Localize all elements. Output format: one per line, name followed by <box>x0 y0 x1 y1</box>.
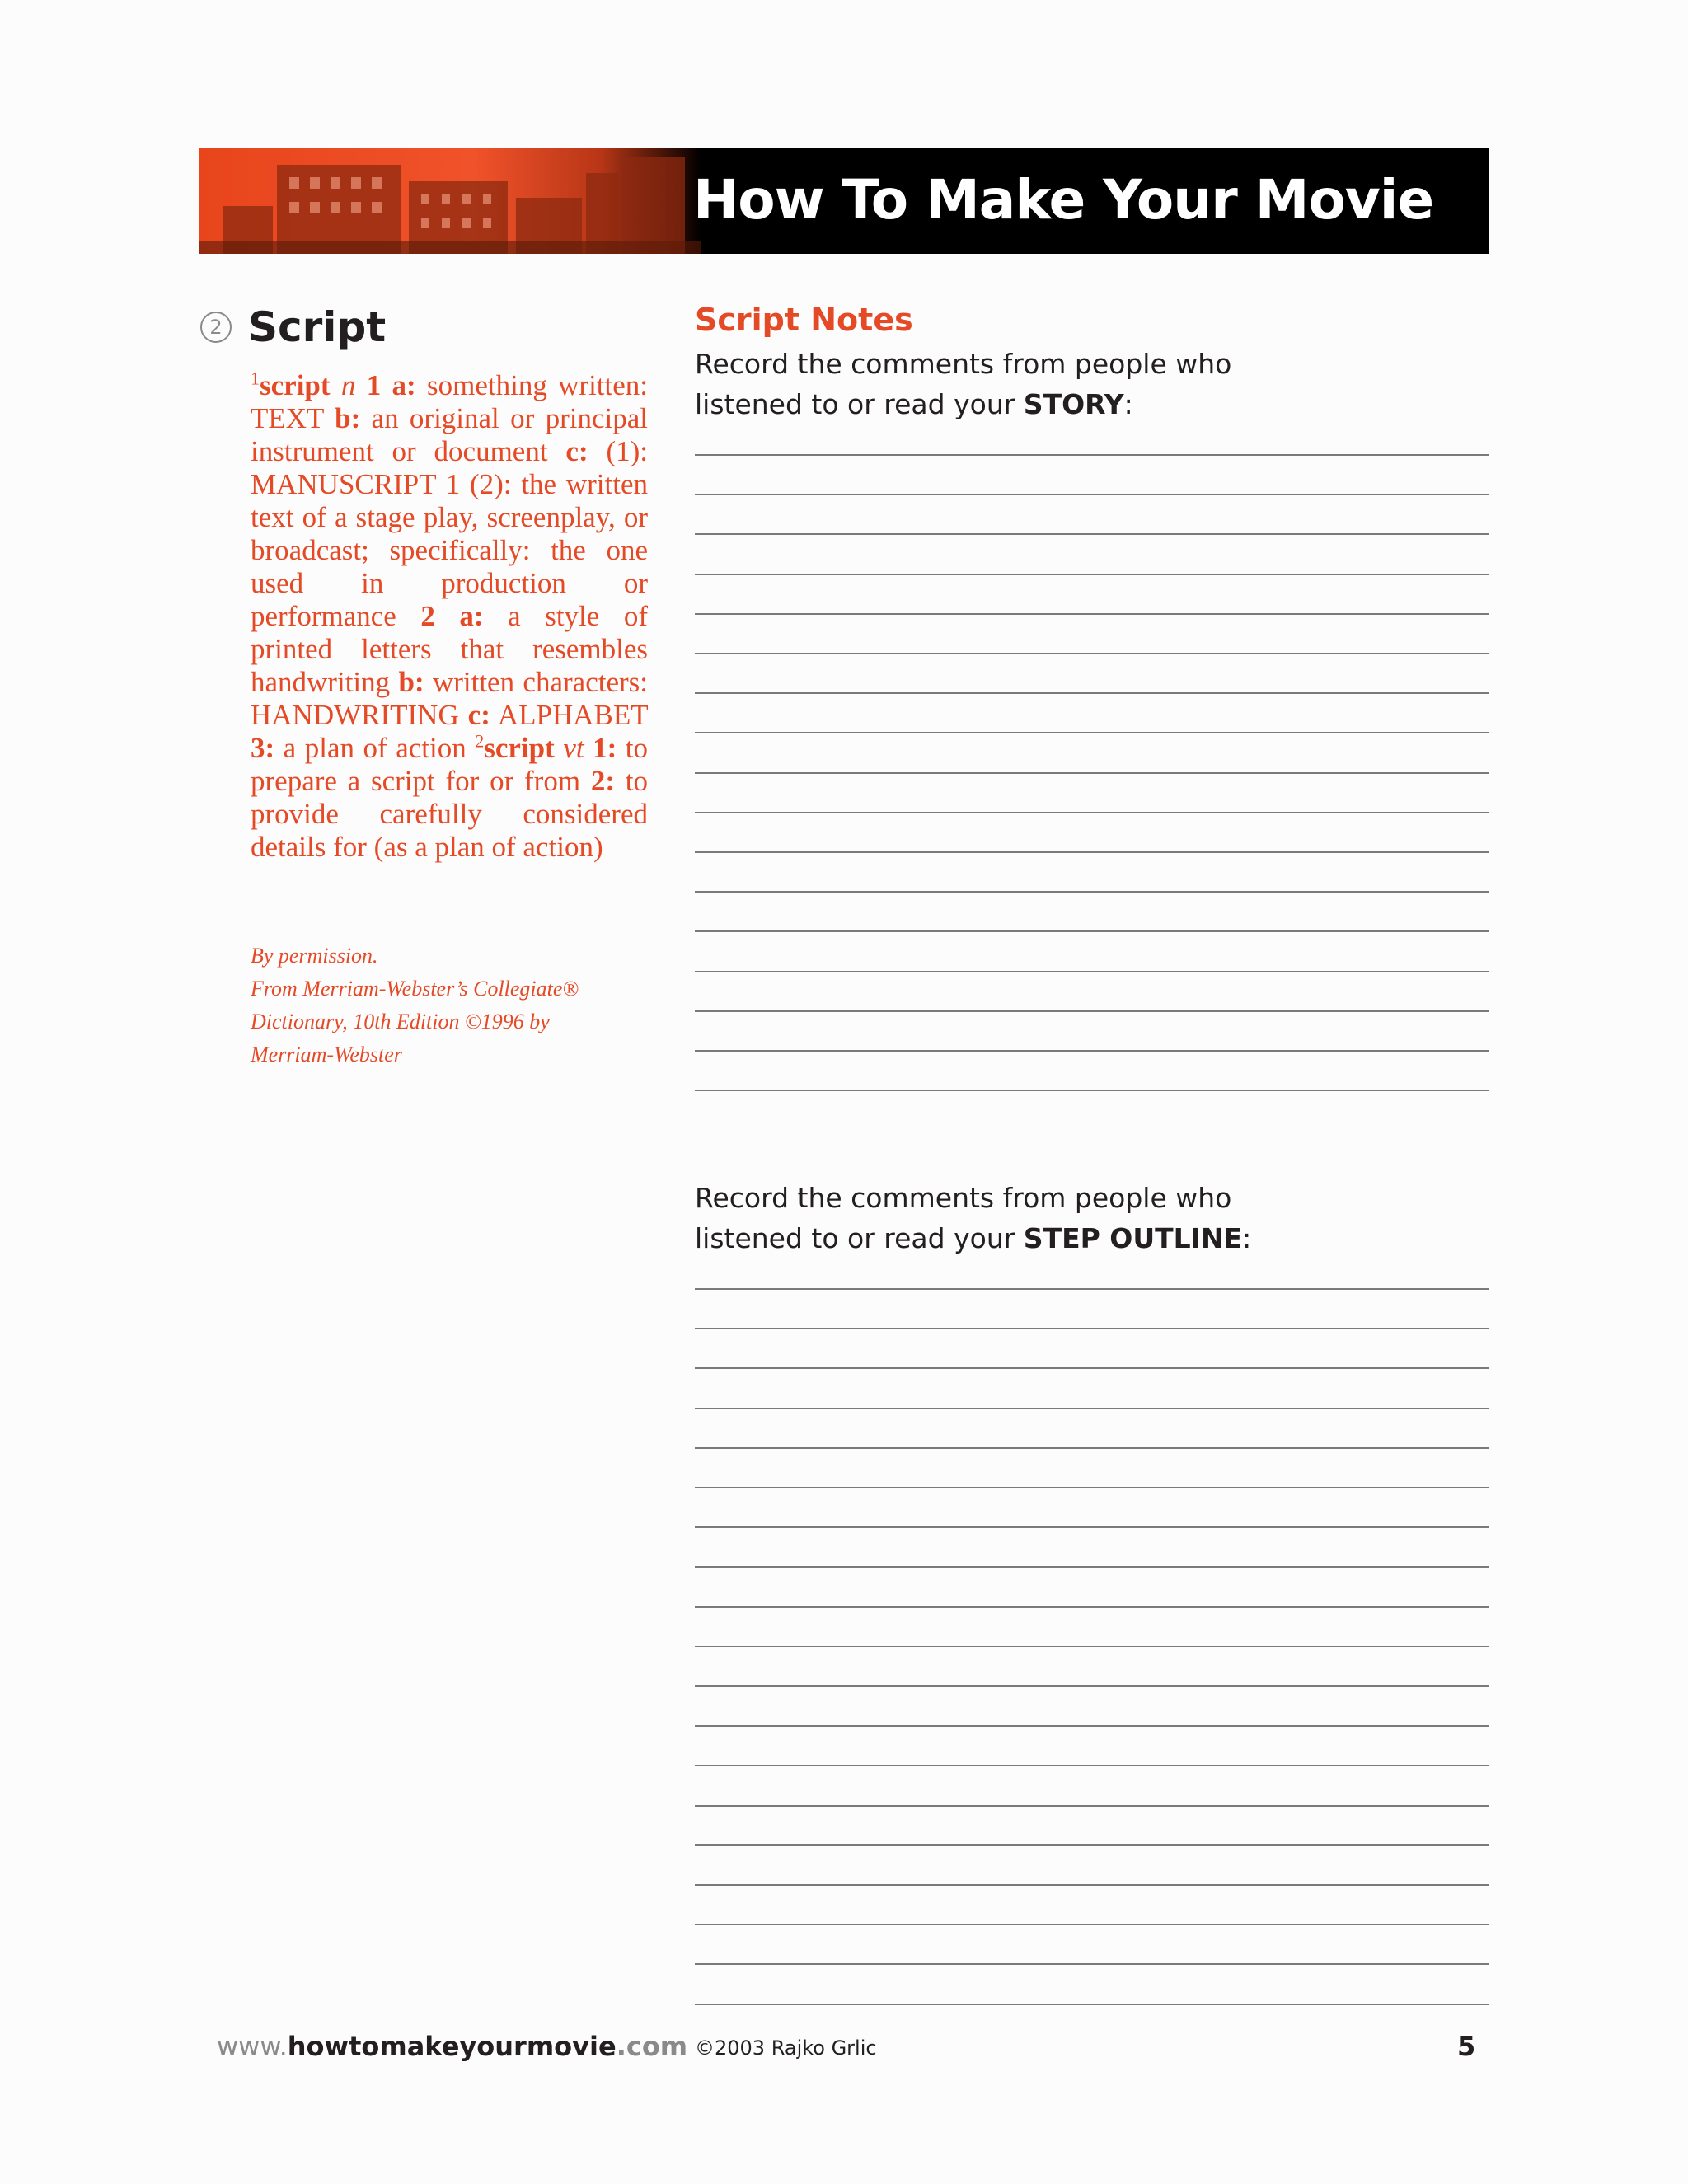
writing-line[interactable] <box>695 772 1489 774</box>
attribution-line: From Merriam-Webster’s Collegiate® <box>251 977 579 1001</box>
writing-line[interactable] <box>695 1288 1489 1290</box>
sense-text: ALPHABET <box>490 699 648 731</box>
attribution-line: Dictionary, 10th Edition ©1996 by <box>251 1010 550 1033</box>
sense-marker: c: <box>565 435 588 467</box>
writing-line[interactable] <box>695 494 1489 495</box>
writing-line[interactable] <box>695 1805 1489 1807</box>
sense-marker: 1 a: <box>366 369 416 401</box>
prompt-text: : <box>1242 1222 1252 1254</box>
writing-line[interactable] <box>695 1884 1489 1886</box>
writing-line[interactable] <box>695 930 1489 932</box>
homograph-number: 2 <box>475 730 485 752</box>
sense-marker: b: <box>335 402 361 434</box>
sense-text: (1): MANUSCRIPT 1 (2): the written text of a stage play, screenplay, or broadcast; specifically: the one used in production or performance <box>251 435 648 632</box>
url-suffix: .com <box>616 2031 688 2062</box>
copyright: ©2003 Rajko Grlic <box>695 2036 877 2060</box>
story-prompt <box>695 344 1437 424</box>
writing-line[interactable] <box>695 1090 1489 1091</box>
url-main: howtomakeyourmovie <box>287 2031 617 2062</box>
writing-line[interactable] <box>695 1924 1489 1925</box>
section-title: Script <box>248 303 387 351</box>
footer-url-link[interactable] <box>217 2031 687 2062</box>
notes-title: Script Notes <box>695 302 913 338</box>
dictionary-definition <box>251 369 648 864</box>
sense-text: to provide carefully considered details for (as a plan of action) <box>251 765 648 863</box>
writing-line[interactable] <box>695 1487 1489 1488</box>
writing-line[interactable] <box>695 533 1489 535</box>
sense-marker: 3: <box>251 732 275 764</box>
prompt-line <box>695 1218 1437 1258</box>
part-of-speech: vt <box>563 732 584 764</box>
writing-line[interactable] <box>695 613 1489 615</box>
sense-text: to prepare a script for or from <box>251 732 649 797</box>
sense-text: a plan of action <box>274 732 476 764</box>
outline-prompt <box>695 1178 1437 1258</box>
sense-text: written characters: HANDWRITING <box>251 666 648 731</box>
writing-line[interactable] <box>695 1328 1489 1329</box>
homograph-number: 1 <box>251 368 260 389</box>
writing-line[interactable] <box>695 692 1489 694</box>
sense-marker: 2: <box>590 765 615 797</box>
writing-line[interactable] <box>695 1685 1489 1687</box>
writing-line[interactable] <box>695 653 1489 654</box>
prompt-line: Record the comments from people who <box>695 1182 1232 1214</box>
banner-title: How To Make Your Movie <box>693 168 1434 232</box>
sense-text: something written: TEXT <box>251 369 649 434</box>
writing-line[interactable] <box>695 1010 1489 1012</box>
header-banner <box>199 148 1489 254</box>
headword: script <box>484 732 555 764</box>
attribution-line: Merriam-Webster <box>251 1043 402 1066</box>
headword: script <box>260 369 331 401</box>
prompt-line <box>695 384 1437 424</box>
writing-line[interactable] <box>695 574 1489 575</box>
attribution-line: By permission. <box>251 944 378 968</box>
writing-line[interactable] <box>695 732 1489 733</box>
writing-line[interactable] <box>695 1765 1489 1766</box>
url-prefix: www. <box>217 2031 288 2062</box>
prompt-text: : <box>1123 388 1133 420</box>
writing-line[interactable] <box>695 1367 1489 1369</box>
writing-line[interactable] <box>695 1606 1489 1608</box>
writing-line[interactable] <box>695 1646 1489 1647</box>
page-number: 5 <box>1457 2031 1476 2062</box>
writing-line[interactable] <box>695 891 1489 893</box>
sense-marker: c: <box>467 699 490 731</box>
sense-text: a style of printed letters that resembles handwriting <box>251 600 648 698</box>
writing-line[interactable] <box>695 1526 1489 1528</box>
writing-line[interactable] <box>695 1844 1489 1846</box>
prompt-emphasis: STEP OUTLINE <box>1023 1222 1243 1254</box>
writing-line[interactable] <box>695 1963 1489 1965</box>
prompt-emphasis: STORY <box>1023 388 1124 420</box>
sense-marker: b: <box>398 666 424 698</box>
writing-line[interactable] <box>695 971 1489 972</box>
sense-text: an original or principal instrument or document <box>251 402 648 467</box>
attribution <box>251 940 646 1071</box>
writing-line[interactable] <box>695 2004 1489 2005</box>
writing-line[interactable] <box>695 1408 1489 1409</box>
writing-line[interactable] <box>695 1725 1489 1727</box>
writing-line[interactable] <box>695 812 1489 813</box>
section-heading <box>200 303 386 351</box>
sense-marker: 1: <box>593 732 617 764</box>
writing-line[interactable] <box>695 454 1489 456</box>
sense-marker: 2 a: <box>420 600 484 632</box>
prompt-line: Record the comments from people who <box>695 348 1232 380</box>
step-number-badge: 2 <box>200 312 232 343</box>
writing-line[interactable] <box>695 1566 1489 1568</box>
prompt-text: listened to or read your <box>695 388 1024 420</box>
writing-line[interactable] <box>695 1447 1489 1449</box>
part-of-speech: n <box>340 369 356 401</box>
prompt-text: listened to or read your <box>695 1222 1024 1254</box>
writing-line[interactable] <box>695 1050 1489 1052</box>
writing-line[interactable] <box>695 851 1489 853</box>
city-photo-image <box>199 148 701 254</box>
